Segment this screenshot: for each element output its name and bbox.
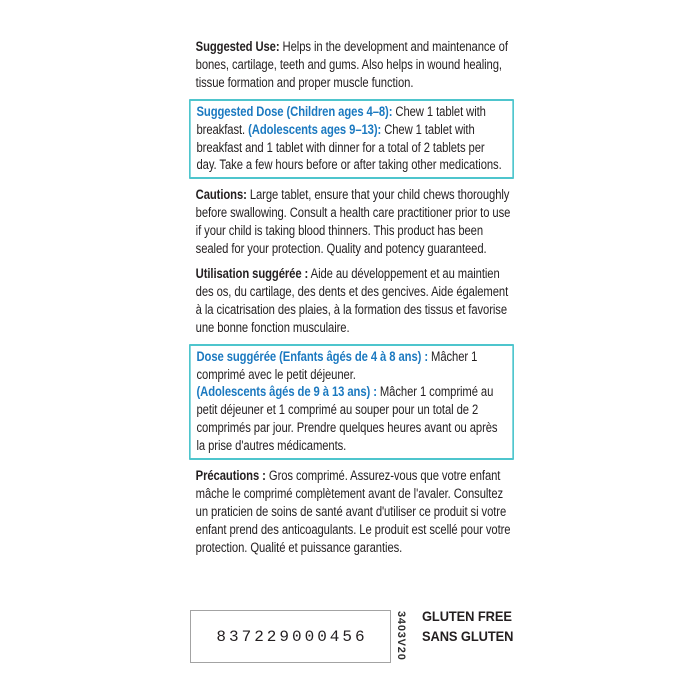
gluten-free-en: GLUTEN FREE bbox=[422, 608, 512, 624]
precautions-body: Gros comprimé. Assurez-vous que votre enfant mâche le comprimé complètement avant de l'avaler. Consultez un praticien de soins de santé avant d'utiliser ce produit si votre enfant prend des anticoagulants. Le produit est scellé pour votre protection. Qualité et puissance garanties. bbox=[195, 468, 511, 555]
suggested-dose-en-heading-adolescents: (Adolescents ages 9–13): bbox=[248, 121, 382, 137]
dose-suggeree-body-enfants: Mâcher 1 comprimé avec le petit déjeuner. bbox=[196, 348, 478, 382]
precautions-heading: Précautions : bbox=[195, 468, 266, 484]
gluten-free-claims bbox=[422, 606, 513, 646]
dose-suggeree-heading-enfants: Dose suggérée (Enfants âgés de 4 à 8 ans) : bbox=[196, 348, 428, 364]
barcode-number: 837229000456 bbox=[216, 627, 368, 646]
cautions-body: Large tablet, ensure that your child chews thoroughly before swallowing. Consult a health care practitioner prior to use if your child is taking blood thinners. This product has been sealed for your protection. Quality and potency guaranteed. bbox=[195, 187, 511, 257]
suggested-dose-en-body-children: Chew 1 tablet with breakfast. bbox=[196, 103, 486, 137]
dose-suggeree-body-adolescents: Mâcher 1 comprimé au petit déjeuner et 1 comprimé au souper pour un total de 2 comprimés par jour. Prendre quelques heures avant ou après la prise d'autres médicaments. bbox=[196, 384, 498, 454]
suggested-use-body: Helps in the development and maintenance of bones, cartilage, teeth and gums. Also helps in wound healing, tissue formation and proper muscle function. bbox=[195, 39, 508, 90]
section-dose-suggeree-fr-box bbox=[189, 344, 514, 460]
section-cautions bbox=[196, 186, 514, 258]
utilisation-suggeree-body: Aide au développement et au maintien des os, du cartilage, des dents et des gencives. Aide également à la cicatrisation des plaies, à la formation des tissus et favorise une bonne fonction musculaire. bbox=[195, 265, 509, 335]
suggested-use-heading: Suggested Use: bbox=[195, 39, 280, 54]
lot-code-vertical: 3403V20 bbox=[395, 611, 407, 661]
gluten-free-fr: SANS GLUTEN bbox=[422, 628, 514, 644]
section-suggested-dose-en-box bbox=[189, 99, 514, 180]
dose-suggeree-heading-adolescents: (Adolescents âgés de 9 à 13 ans) : bbox=[196, 384, 377, 400]
suggested-dose-en-heading-children: Suggested Dose (Children ages 4–8): bbox=[196, 103, 393, 119]
section-precautions bbox=[196, 467, 514, 557]
utilisation-suggeree-heading: Utilisation suggérée : bbox=[195, 265, 309, 281]
suggested-dose-en-body-adolescents: Chew 1 tablet with breakfast and 1 tablet with dinner for a total of 2 tablets per day. Take a few hours before or after taking other medications. bbox=[196, 121, 502, 173]
barcode-box bbox=[190, 610, 391, 663]
section-suggested-use bbox=[196, 38, 514, 92]
cautions-heading: Cautions: bbox=[195, 187, 247, 203]
section-utilisation-suggeree bbox=[196, 265, 514, 337]
label-text-column bbox=[189, 36, 514, 564]
